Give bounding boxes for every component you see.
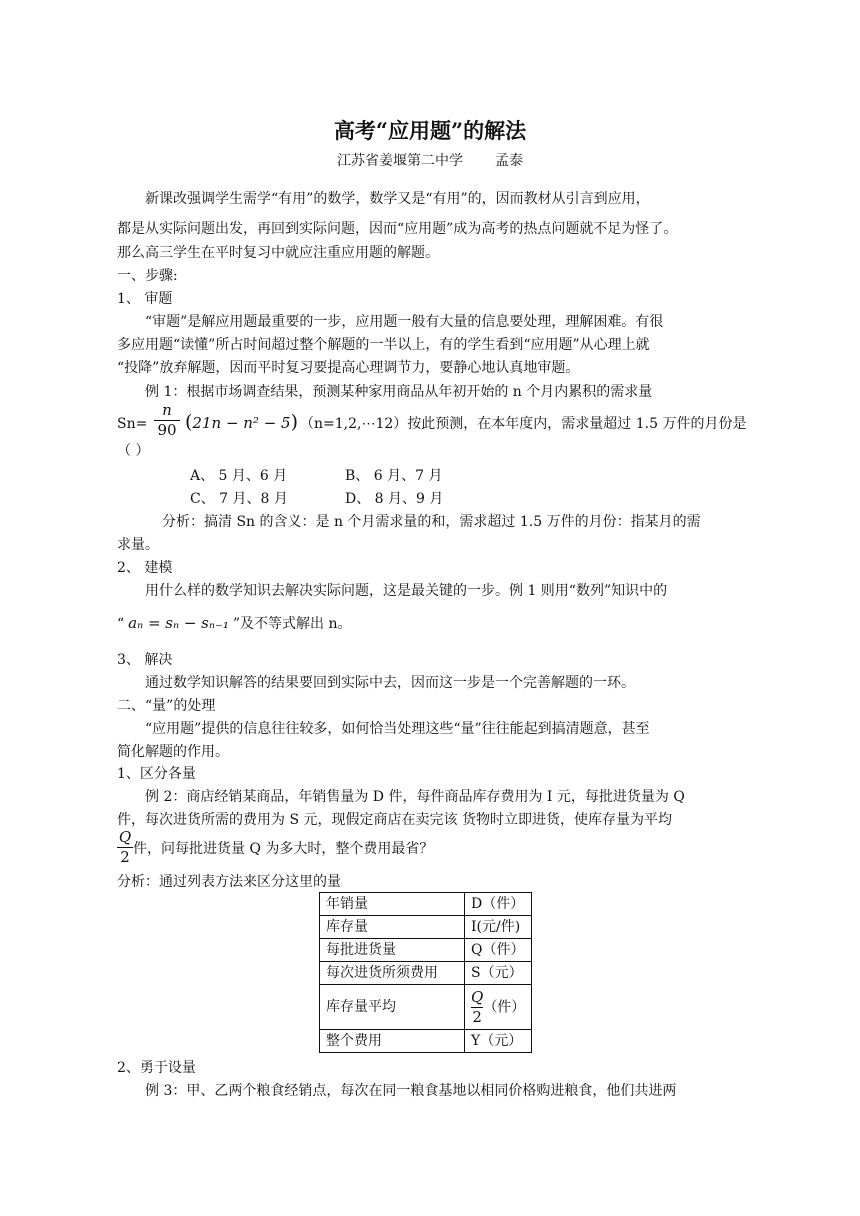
intro-line-3: 那么高三学生在平时复习中就应注重应用题的解题。 [117,245,439,261]
table-row [320,893,532,916]
step-2-formula-line [117,613,352,634]
table-row [320,916,532,939]
table-cell-name: 库存量平均 [320,985,465,1030]
example-2-line-2: 件，每次进货所需的费用为 S 元，现假定商店在卖完该 货物时立即进货，使库存量为平均 [117,812,672,828]
intro-line-2: 都是从实际问题出发，再回到实际问题，因而“应用题”成为高考的热点问题就不足为怪了。 [117,221,678,237]
paren-close: ) [290,411,299,433]
cell-fraction [471,989,483,1026]
table-cell-value-fraction [465,985,532,1030]
recurrence-formula: aₙ = sₙ − sₙ₋₁ [128,614,229,632]
step-2-title: 2、 建模 [117,560,173,576]
quote-open: “ [117,616,125,632]
fraction-numerator: Q [118,828,132,846]
step-1-body-3: “投降”放弃解题，因而平时复习要提高心理调节力，要静心地认真地审题。 [117,360,580,376]
example-1-suffix: （n=1,2,⋯12）按此预测，在本年度内，需求量超过 1.5 万件的月份是 [300,416,747,432]
fraction-denominator: 2 [472,1007,482,1026]
example-1-prefix: Sn= [117,416,148,432]
table-row [320,939,532,962]
table-cell-value: D（件） [465,893,532,916]
option-b: B、 6 月、7 月 [345,468,443,484]
example-1-line-1: 例 1：根据市场调查结果，预测某种家用商品从年初开始的 n 个月内累积的需求量 [145,384,653,400]
fraction-numerator: n [162,401,172,419]
paren-open: ( [185,411,193,433]
table-cell-name: 每次进货所须费用 [320,962,465,985]
option-c: C、 7 月、8 月 [190,491,288,507]
section-1-heading: 一、步骤: [117,268,178,284]
unit-label: （件） [483,999,526,1015]
step-2-tail: ”及不等式解出 n。 [232,616,352,632]
analysis-1-line-2: 求量。 [117,537,159,553]
option-d: D、 8 月、9 月 [345,491,444,507]
example-2-line-1: 例 2：商店经销某商品，年销售量为 D 件，每件商品库存费用为 I 元，每批进货量为 Q [145,789,685,805]
table-cell-name: 每批进货量 [320,939,465,962]
example-1-fraction [154,402,180,439]
step-3-title: 3、 解决 [117,652,173,668]
table-row [320,962,532,985]
option-a: A、 5 月、6 月 [190,468,288,484]
table-cell-name: 库存量 [320,916,465,939]
fraction-denominator: 90 [157,421,177,439]
example-2-tail: 件，问每批进货量 Q 为多大时，整个费用最省？ [133,841,434,857]
analysis-1-line-1: 分析：搞清 Sn 的含义：是 n 个月需求量的和，需求超过 1.5 万件的月份：指某月的需 [162,514,701,530]
quantity-table [319,892,532,1053]
step-1-body-2: 多应用题“读懂”所占时间超过整个解题的一半以上，有的学生看到“应用题”从心理上就 [117,337,650,353]
step-2-body: 用什么样的数学知识去解决实际问题，这是最关键的一步。例 1 则用“数列”知识中的 [145,583,668,599]
example-1-formula-wrap [185,412,298,434]
table-cell-value: I(元/件) [465,916,532,939]
example-1-formula: 21n − n² − 5 [192,414,291,432]
example-2-fraction [117,829,133,866]
subsection-1-title: 1、区分各量 [117,766,196,782]
step-1-body-1: “审题”是解应用题最重要的一步，应用题一般有大量的信息要处理，理解困难。有很 [145,314,664,330]
example-3-line: 例 3：甲、乙两个粮食经销点，每次在同一粮食基地以相同价格购进粮食，他们共进两 [145,1083,677,1099]
section-2-heading: 二、“量”的处理 [117,698,216,714]
subsection-2-title: 2、勇于设量 [117,1060,196,1076]
author-school: 江苏省姜堰第二中学 [337,153,463,169]
section-2-body-2: 简化解题的作用。 [117,744,229,760]
fraction-numerator: Q [471,987,484,1006]
table-row [320,985,532,1030]
intro-line-1: 新课改强调学生需学“有用”的数学，数学又是“有用”的，因而教材从引言到应用， [145,191,650,207]
table-cell-value: Q（件） [465,939,532,962]
analysis-2: 分析：通过列表方法来区分这里的量 [117,874,341,890]
table-cell-name: 整个费用 [320,1030,465,1053]
example-1-answer-blank: （ ） [117,443,150,459]
step-1-title: 1、 审题 [117,291,173,307]
author-line [0,150,860,170]
step-3-body: 通过数学知识解答的结果要回到实际中去，因而这一步是一个完善解题的一环。 [145,675,635,691]
section-2-body-1: “应用题”提供的信息往往较多，如何恰当处理这些“量”往往能起到搞清题意，甚至 [145,721,650,737]
fraction-denominator: 2 [120,848,130,866]
table-row [320,1030,532,1053]
document-title: 高考“应用题”的解法 [333,118,527,143]
table-cell-value: S（元） [465,962,532,985]
author-name: 孟泰 [495,153,523,169]
table-cell-value: Y（元） [465,1030,532,1053]
table-cell-name: 年销量 [320,893,465,916]
